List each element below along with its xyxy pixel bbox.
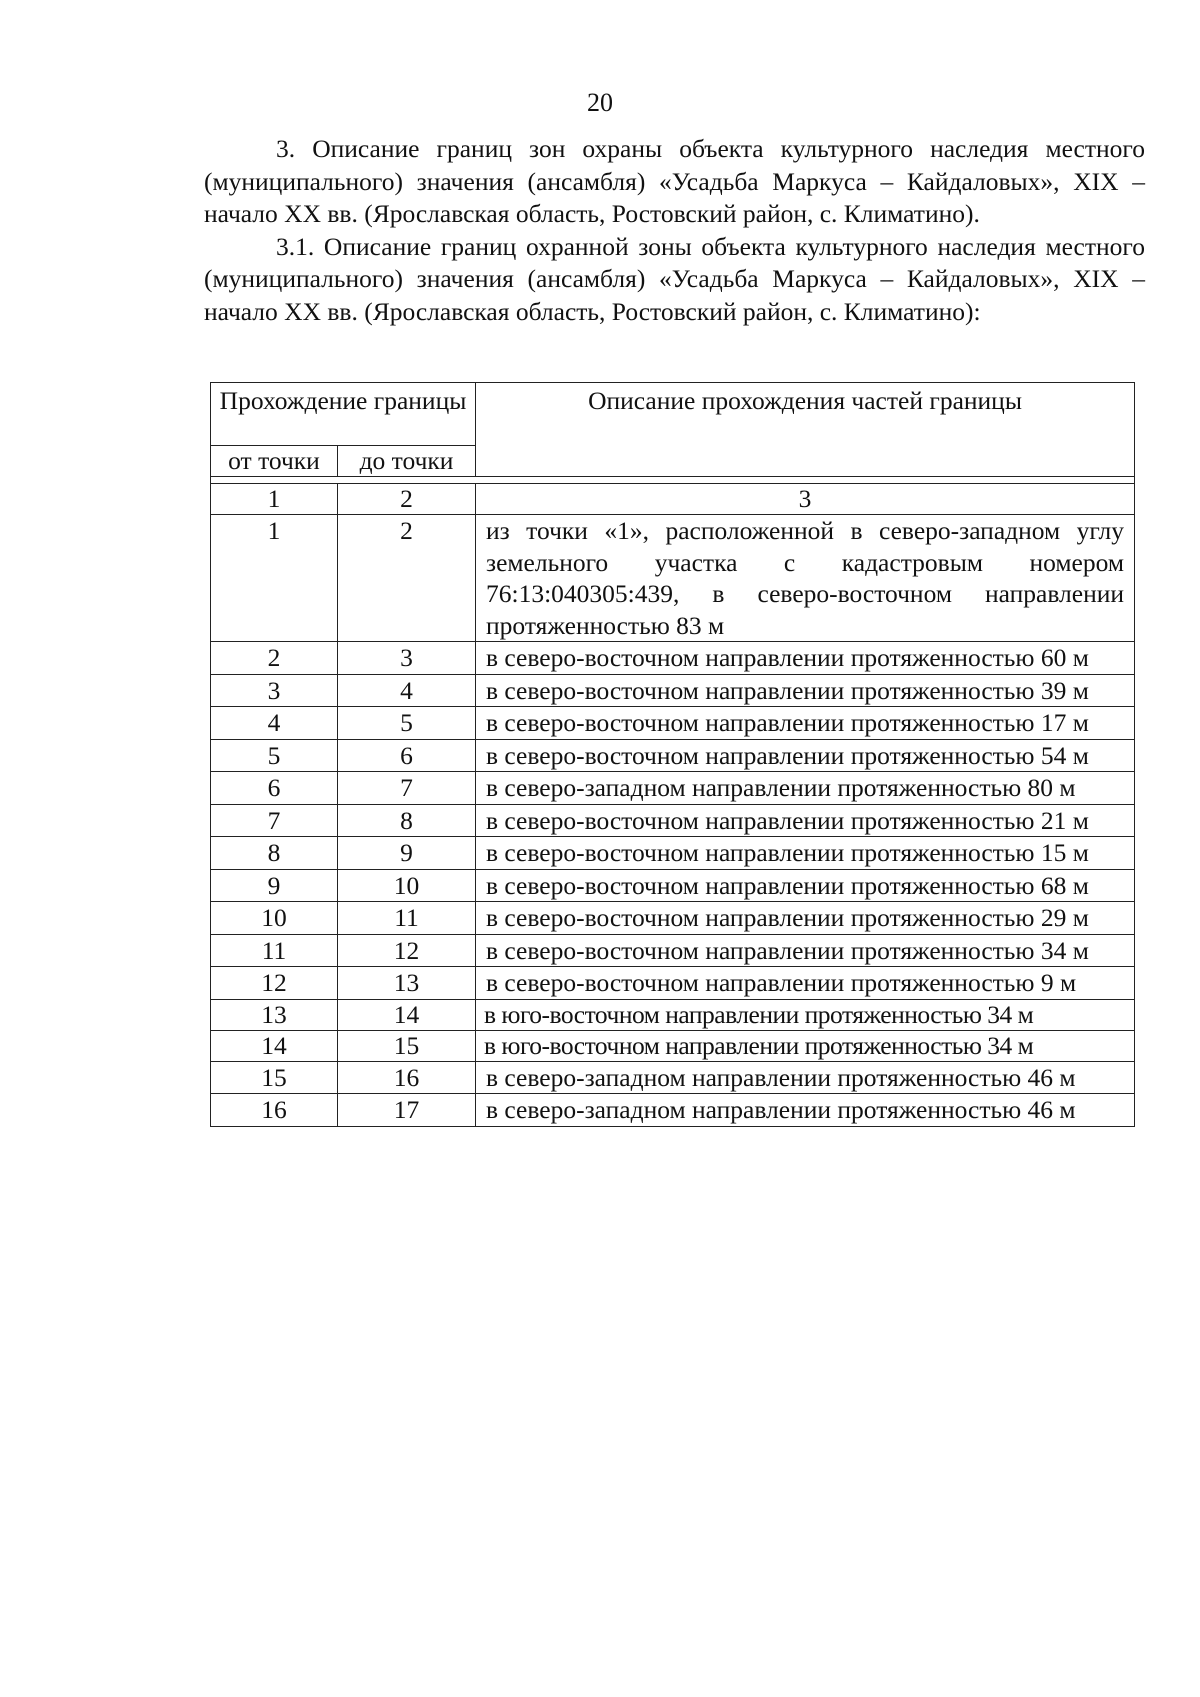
description-cell: в северо-восточном направлении протяженностью 34 м [476,934,1135,967]
section-heading: 3. Описание границ зон охраны объекта культурного наследия местного (муниципального) значения (ансамбля) «Усадьба Маркуса – Кайдаловых», XIX – начало XX вв. (Ярославская область, Ростовский район, с. Климатино). [204,134,1145,228]
table-row [211,1061,1135,1094]
table-row [211,837,1135,870]
from-point-cell: 16 [211,1094,338,1127]
table-header-row [211,383,1135,446]
description-cell: в северо-восточном направлении протяженностью 9 м [476,967,1135,1000]
column-number-row [211,484,1135,515]
to-point-cell: 15 [338,1030,476,1061]
to-point-cell: 14 [338,999,476,1030]
description-cell: в северо-восточном направлении протяженностью 29 м [476,902,1135,935]
to-point-cell: 9 [338,837,476,870]
table-row [211,967,1135,1000]
description-cell: в северо-восточном направлении протяженностью 68 м [476,869,1135,902]
subsection-heading: 3.1. Описание границ охранной зоны объекта культурного наследия местного (муниципального) значения (ансамбля) «Усадьба Маркуса – Кайдаловых», XIX – начало XX вв. (Ярославская область, Ростовский район, с. Климатино): [204,231,1145,326]
description-cell: в северо-восточном направлении протяженностью 60 м [476,642,1135,675]
table-row [211,642,1135,675]
table-gap [211,477,1135,484]
to-point-cell: 6 [338,739,476,772]
to-point-cell: 10 [338,869,476,902]
to-point-cell: 16 [338,1061,476,1094]
header-boundary-passage: Прохождение границы [211,383,476,446]
to-point-cell: 7 [338,772,476,805]
table-row [211,707,1135,740]
page-number: 20 [587,88,613,117]
intro-text [204,133,1145,328]
from-point-cell: 2 [211,642,338,675]
to-point-cell: 11 [338,902,476,935]
table-row [211,934,1135,967]
boundary-table [210,382,1135,1127]
to-point-cell: 4 [338,674,476,707]
from-point-cell: 11 [211,934,338,967]
from-point-cell: 15 [211,1061,338,1094]
boundary-table-body [211,383,1135,1127]
table-row [211,999,1135,1030]
header-description: Описание прохождения частей границы [476,383,1135,477]
to-point-cell: 8 [338,804,476,837]
table-row [211,902,1135,935]
to-point-cell: 13 [338,967,476,1000]
description-cell: в северо-восточном направлении протяженностью 54 м [476,739,1135,772]
table-row [211,772,1135,805]
to-point-cell: 3 [338,642,476,675]
description-cell: в северо-восточном направлении протяженностью 15 м [476,837,1135,870]
to-point-cell: 17 [338,1094,476,1127]
from-point-cell: 8 [211,837,338,870]
description-cell: в северо-западном направлении протяженностью 46 м [476,1061,1135,1094]
description-cell: в северо-восточном направлении протяженностью 17 м [476,707,1135,740]
column-number: 1 [211,484,338,515]
table-row [211,1030,1135,1061]
table-row [211,1094,1135,1127]
from-point-cell: 13 [211,999,338,1030]
description-cell: в северо-западном направлении протяженностью 80 м [476,772,1135,805]
column-number: 2 [338,484,476,515]
description-cell: в северо-западном направлении протяженностью 46 м [476,1094,1135,1127]
to-point-cell: 12 [338,934,476,967]
description-cell: в северо-восточном направлении протяженностью 21 м [476,804,1135,837]
to-point-cell: 5 [338,707,476,740]
column-number: 3 [476,484,1135,515]
description-cell: из точки «1», расположенной в северо-западном углу земельного участка с кадастровым номером 76:13:040305:439, в северо-восточном направлении протяженностью 83 м [476,515,1135,642]
to-point-cell: 2 [338,515,476,642]
from-point-cell: 14 [211,1030,338,1061]
table-row [211,674,1135,707]
description-cell: в юго-восточном направлении протяженностью 34 м [476,1030,1135,1061]
table-row [211,515,1135,642]
from-point-cell: 12 [211,967,338,1000]
from-point-cell: 5 [211,739,338,772]
from-point-cell: 6 [211,772,338,805]
from-point-cell: 3 [211,674,338,707]
from-point-cell: 7 [211,804,338,837]
table-row [211,804,1135,837]
description-cell: в юго-восточном направлении протяженностью 34 м [476,999,1135,1030]
header-from-point: от точки [211,446,338,477]
header-to-point: до точки [338,446,476,477]
table-gap-row [211,477,1135,484]
from-point-cell: 9 [211,869,338,902]
table-row [211,869,1135,902]
from-point-cell: 4 [211,707,338,740]
description-cell: в северо-восточном направлении протяженностью 39 м [476,674,1135,707]
from-point-cell: 1 [211,515,338,642]
table-row [211,739,1135,772]
from-point-cell: 10 [211,902,338,935]
